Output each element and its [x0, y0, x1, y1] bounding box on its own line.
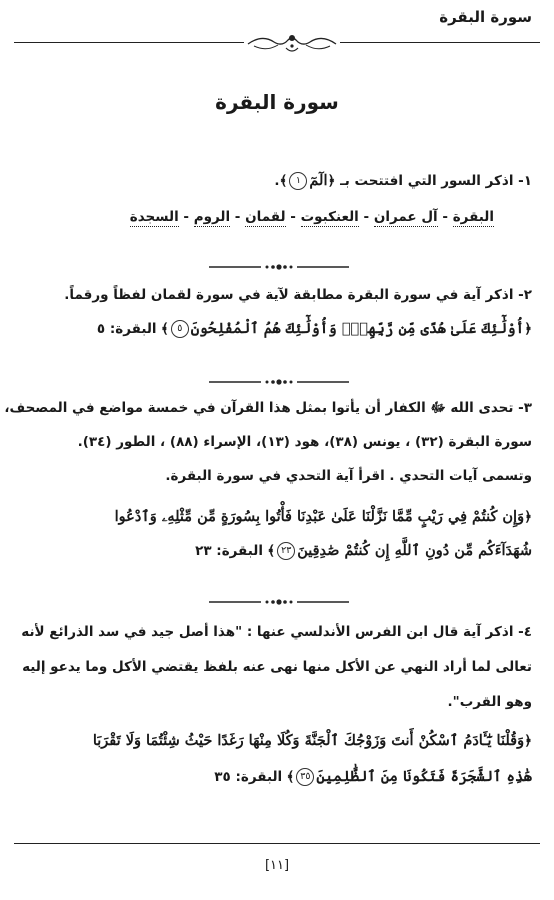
verse-text: وَقُلْنَا يَٰٓـَٔادَمُ ٱسْكُنْ أَنتَ وَزَوْجُكَ ٱلْجَنَّةَ وَكُلَا مِنْهَا رَغَدًا حَيْثُ شِئْتُمَا وَلَا تَقْرَبَا [92, 732, 525, 749]
section-divider-icon [209, 597, 349, 607]
verse-close-bracket: ﴾ [267, 543, 276, 559]
ayah-number-badge: ٥ [171, 320, 189, 338]
header-ornament-icon [244, 30, 340, 54]
verse-open-bracket: ﴿ [524, 321, 532, 337]
verse-alif-lam-mim: الٓمٓ [309, 172, 328, 189]
answer-1-surahs [22, 206, 494, 228]
answer-surah: البقرة [452, 209, 494, 225]
verse-close-bracket: ﴾ [160, 321, 169, 337]
verse-text: أُوْلَٰٓئِكَ عَلَىٰ هُدًى مِّن رَّبِّهِمْۖ وَأُوْلَٰٓئِكَ هُمُ ٱلْمُفْلِحُونَ [190, 320, 525, 337]
answer-surah: الروم [193, 209, 231, 225]
separator: - [437, 209, 453, 225]
page-number: [١١] [264, 858, 290, 873]
verse-open-bracket: ﴿ [327, 173, 336, 189]
running-header-surah: سورة البقرة [439, 8, 532, 26]
question-4-line-3: وهو القرب". [447, 694, 532, 710]
section-divider-icon [209, 262, 349, 272]
verse-reference: البقرة: ٥ [96, 321, 157, 337]
verse-close-bracket: ﴾ [286, 769, 295, 785]
verse-open-bracket: ﴿ [524, 733, 532, 749]
answer-surah: آل عمران [373, 209, 438, 225]
question-3-line-1: ٣- تحدى الله ﷻ الكفار أن يأتوا بمثل هذا القرآن في خمسة مواضع في المصحف، [4, 400, 532, 416]
verse-reference: البقرة: ٣٥ [214, 769, 283, 785]
footer-rule [14, 843, 540, 844]
verse-reference: البقرة: ٢٣ [195, 543, 263, 559]
answer-3-line-2 [22, 540, 532, 562]
answer-4-line-2 [22, 766, 532, 788]
question-4-line-2: تعالى لما أراد النهي عن الأكل منها نهى عنه بلفظ يقتضي الأكل وما يدعو إليه [22, 659, 532, 675]
separator: - [358, 209, 374, 225]
verse-close-bracket: ﴾ [279, 173, 288, 189]
verse-open-bracket: ﴿ [524, 509, 532, 525]
verse-text: شُهَدَآءَكُم مِّن دُونِ ٱللَّهِ إِن كُنتُمْ صَٰدِقِينَ [297, 542, 532, 559]
answer-surah: لقمان [245, 209, 286, 225]
question-3-line-2: سورة البقرة (٣٢) ، يونس (٣٨)، هود (١٣)، الإسراء (٨٨) ، الطور (٣٤). [77, 434, 532, 450]
ayah-number-badge: ٣٥ [296, 768, 314, 786]
answer-3-line-1 [22, 506, 532, 528]
separator: - [178, 209, 194, 225]
page-title: سورة البقرة [215, 90, 339, 114]
separator: - [230, 209, 246, 225]
answer-2 [22, 318, 532, 340]
answer-surah: العنكبوت [300, 209, 359, 225]
question-3-line-3: وتسمى آيات التحدي . اقرأ آية التحدي في سورة البقرة. [165, 468, 532, 484]
section-divider-icon [209, 377, 349, 387]
question-2: ٢- اذكر آية في سورة البقرة مطابقة لآية في سورة لقمان لفظاً ورقماً. [64, 287, 532, 303]
question-1-end: . [274, 173, 280, 189]
answer-surah: السجدة [129, 209, 179, 225]
verse-text: هَٰذِهِ ٱلشَّجَرَةَ فَتَكُونَا مِنَ ٱلظَّٰلِمِينَ [316, 768, 532, 785]
question-4-line-1: ٤- اذكر آية قال ابن الفرس الأندلسي عنها : "هذا أصل جيد في سد الذرائع لأنه [21, 624, 532, 640]
answer-4-line-1 [22, 730, 532, 752]
separator: - [285, 209, 301, 225]
verse-text: وَإِن كُنتُمْ فِي رَيْبٍ مِّمَّا نَزَّلْنَا عَلَىٰ عَبْدِنَا فَأْتُوا بِسُورَةٍ مِّن مِّثْلِهِۦ وَٱدْعُوا [114, 508, 525, 525]
ayah-number-badge: ٢٣ [277, 542, 295, 560]
question-1 [22, 170, 532, 192]
question-1-text: ١- اذكر السور التي افتتحت بـ [340, 173, 532, 189]
ayah-number-badge: ١ [289, 172, 307, 190]
